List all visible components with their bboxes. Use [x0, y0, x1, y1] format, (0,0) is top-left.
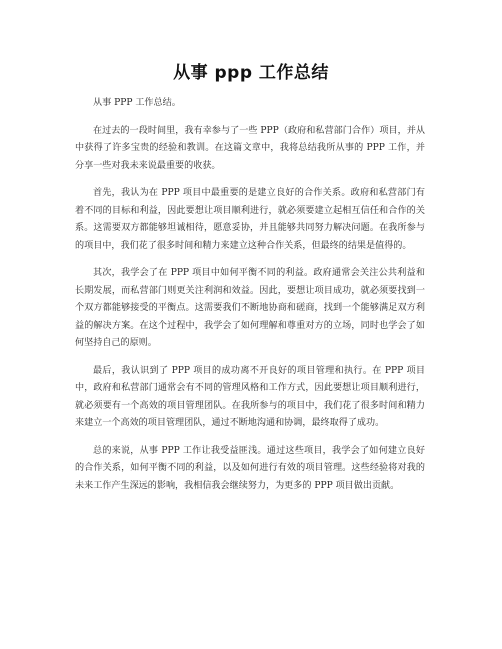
- paragraph-balance: 其次，我学会了在 PPP 项目中如何平衡不同的利益。政府通常会关注公共利益和长期发展，而私营部门则更关注利润和效益。因此，要想让项目成功，就必须要找到一个双方都能够接受的平衡点。这需要我们不断地协商和磋商，找到一个能够满足双方利益的解决方案。在这个过程中，我学会了如何理解和尊重对方的立场，同时也学会了如何坚持自己的原则。: [75, 268, 425, 348]
- document-body: [75, 95, 425, 505]
- paragraph-management: 最后，我认识到了 PPP 项目的成功离不开良好的项目管理和执行。在 PPP 项目中，政府和私营部门通常会有不同的管理风格和工作方式，因此要想让项目顺利进行，就必须要有一个高效的项目管理团队。在我所参与的项目中，我们花了很多时间和精力来建立一个高效的项目管理团队，通过不断地沟通和协调，最终取得了成功。: [75, 365, 425, 428]
- document-title: 从事 ppp 工作总结: [173, 63, 329, 83]
- paragraph-background: 在过去的一段时间里，我有幸参与了一些 PPP（政府和私营部门合作）项目，并从中获得了许多宝贵的经验和教训。在这篇文章中，我将总结我所从事的 PPP 工作，并分享一些对我未来说最重要的收获。: [75, 125, 425, 171]
- paragraph-conclusion: 总的来说，从事 PPP 工作让我受益匪浅。通过这些项目，我学会了如何建立良好的合作关系，如何平衡不同的利益，以及如何进行有效的项目管理。这些经验将对我的未来工作产生深远的影响，我相信我会继续努力，为更多的 PPP 项目做出贡献。: [75, 445, 425, 491]
- paragraph-cooperation: 首先，我认为在 PPP 项目中最重要的是建立良好的合作关系。政府和私营部门有着不同的目标和利益，因此要想让项目顺利进行，就必须要建立起相互信任和合作的关系。这需要双方都能够坦诚相待，愿意妥协，并且能够共同努力解决问题。在我所参与的项目中，我们花了很多时间和精力来建立这种合作关系，但最终的结果是值得的。: [75, 188, 425, 251]
- intro-paragraph: 从事 PPP 工作总结。: [93, 98, 181, 108]
